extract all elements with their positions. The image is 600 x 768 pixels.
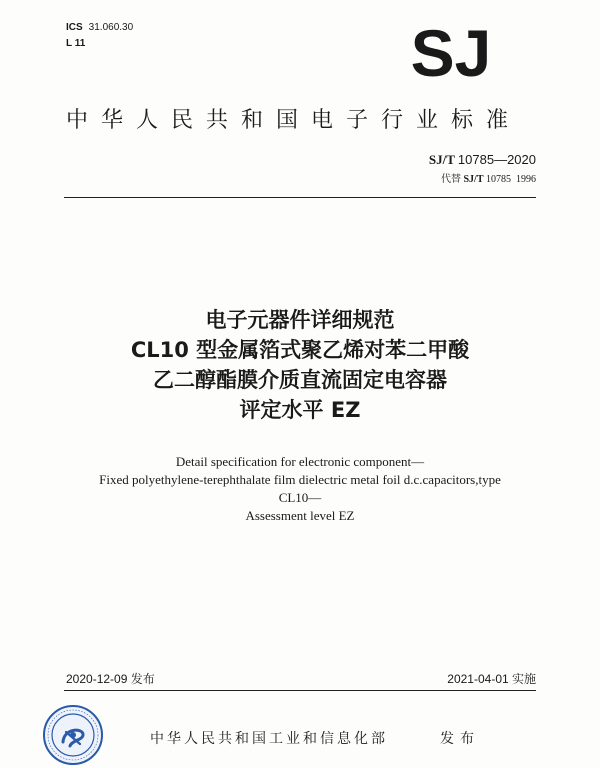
implementation-date: 2021-04-01 实施 <box>447 672 536 686</box>
replaces-year: 1996 <box>516 174 536 185</box>
issue-date: 2020-12-09 发布 <box>66 672 155 686</box>
top-divider <box>64 197 536 198</box>
replaces-standard <box>441 170 536 185</box>
chinese-title-line: 评定水平 EZ <box>239 398 361 422</box>
publishing-authority: 中华人民共和国工业和信息化部 <box>150 731 388 747</box>
english-title-line: Detail specification for electronic component— <box>175 454 425 469</box>
replaces-prefix: SJ/T <box>463 174 484 185</box>
publish-label: 发布 <box>440 731 480 747</box>
chinese-title-line: 乙二醇酯膜介质直流固定电容器 <box>153 368 447 392</box>
standard-code-prefix: SJ/T <box>428 152 455 167</box>
ics-classification <box>66 22 133 34</box>
chinese-title-line: CL10 型金属箔式聚乙烯对苯二甲酸 <box>130 338 470 362</box>
replaces-number: 10785 <box>486 174 511 185</box>
english-title <box>0 453 600 525</box>
chinese-title <box>0 305 600 425</box>
standard-code <box>429 152 536 168</box>
ics-code: 31.060.30 <box>88 22 134 33</box>
class-code: L 11 <box>66 38 86 49</box>
replaces-label: 代替 <box>440 174 461 185</box>
english-title-line: Assessment level EZ <box>245 508 355 523</box>
sj-logo <box>406 20 496 82</box>
ics-label: ICS <box>66 22 83 33</box>
english-title-line: CL10— <box>278 490 322 505</box>
standard-code-number: 10785—2020 <box>457 152 536 167</box>
logo-text: SJ <box>410 20 492 82</box>
bottom-divider <box>64 690 536 691</box>
ministry-seal-icon <box>42 704 104 766</box>
english-title-line: Fixed polyethylene-terephthalate film dielectric metal foil d.c.capacitors,type <box>99 472 501 487</box>
chinese-title-line: 电子元器件详细规范 <box>205 308 395 332</box>
industry-standard-title: 中华人民共和国电子行业标准 <box>66 108 522 133</box>
